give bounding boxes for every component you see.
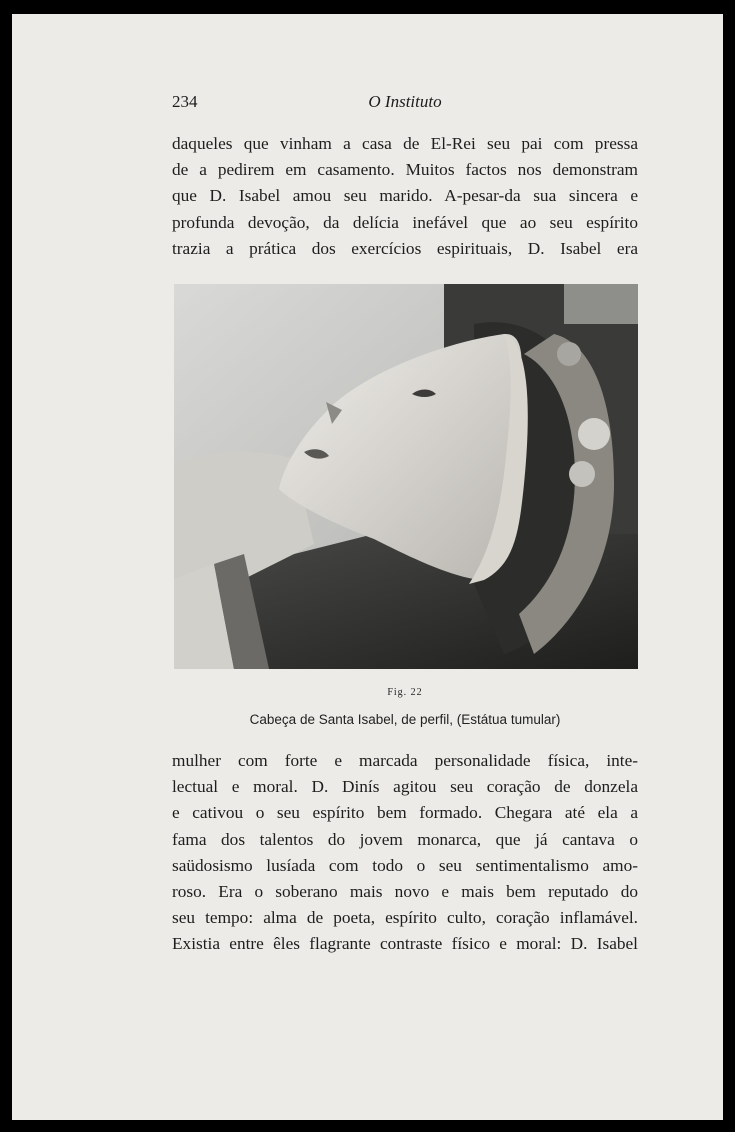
book-page: [12, 14, 723, 1120]
text-line: daqueles que vinham a casa de El-Rei seu pai com pressa: [172, 134, 638, 153]
text-line: Existia entre êles flagrante contraste físico e moral: D. Isabel: [172, 934, 638, 954]
text-line: e cativou o seu espírito bem formado. Chegara até ela a: [172, 803, 638, 823]
paragraph-top: [172, 131, 638, 262]
text-line: seu tempo: alma de poeta, espírito culto, coração inflamável.: [172, 908, 638, 928]
page-number: 234: [172, 92, 198, 111]
page-header: [172, 92, 638, 116]
paragraph-bottom: [172, 748, 638, 958]
text-line: trazia a prática dos exercícios espirituais, D. Isabel era: [172, 238, 638, 258]
text-line: que D. Isabel amou seu marido. A-pesar-da sua sincera e: [172, 186, 638, 206]
statue-head-image: [174, 284, 638, 669]
text-line: profunda devoção, da delícia inefável que ao seu espírito: [172, 212, 638, 232]
text-line: lectual e moral. D. Dinís agitou seu coração de donzela: [172, 777, 638, 797]
text-line: roso. Era o soberano mais novo e mais bem reputado do: [172, 882, 638, 902]
text-line: de a pedirem em casamento. Muitos factos nos demonstram: [172, 160, 638, 180]
running-title: O Instituto: [368, 92, 442, 111]
figure-caption: Cabeça de Santa Isabel, de perfil, (Estátua tumular): [249, 712, 561, 727]
figure-label: Fig. 22: [387, 687, 423, 698]
text-line: mulher com forte e marcada personalidade física, inte-: [172, 751, 638, 770]
text-line: fama dos talentos do jovem monarca, que já cantava o: [172, 829, 638, 849]
text-line: saüdosismo lusíada com todo o seu sentimentalismo amo-: [172, 855, 638, 875]
figure-photograph: [174, 284, 638, 669]
